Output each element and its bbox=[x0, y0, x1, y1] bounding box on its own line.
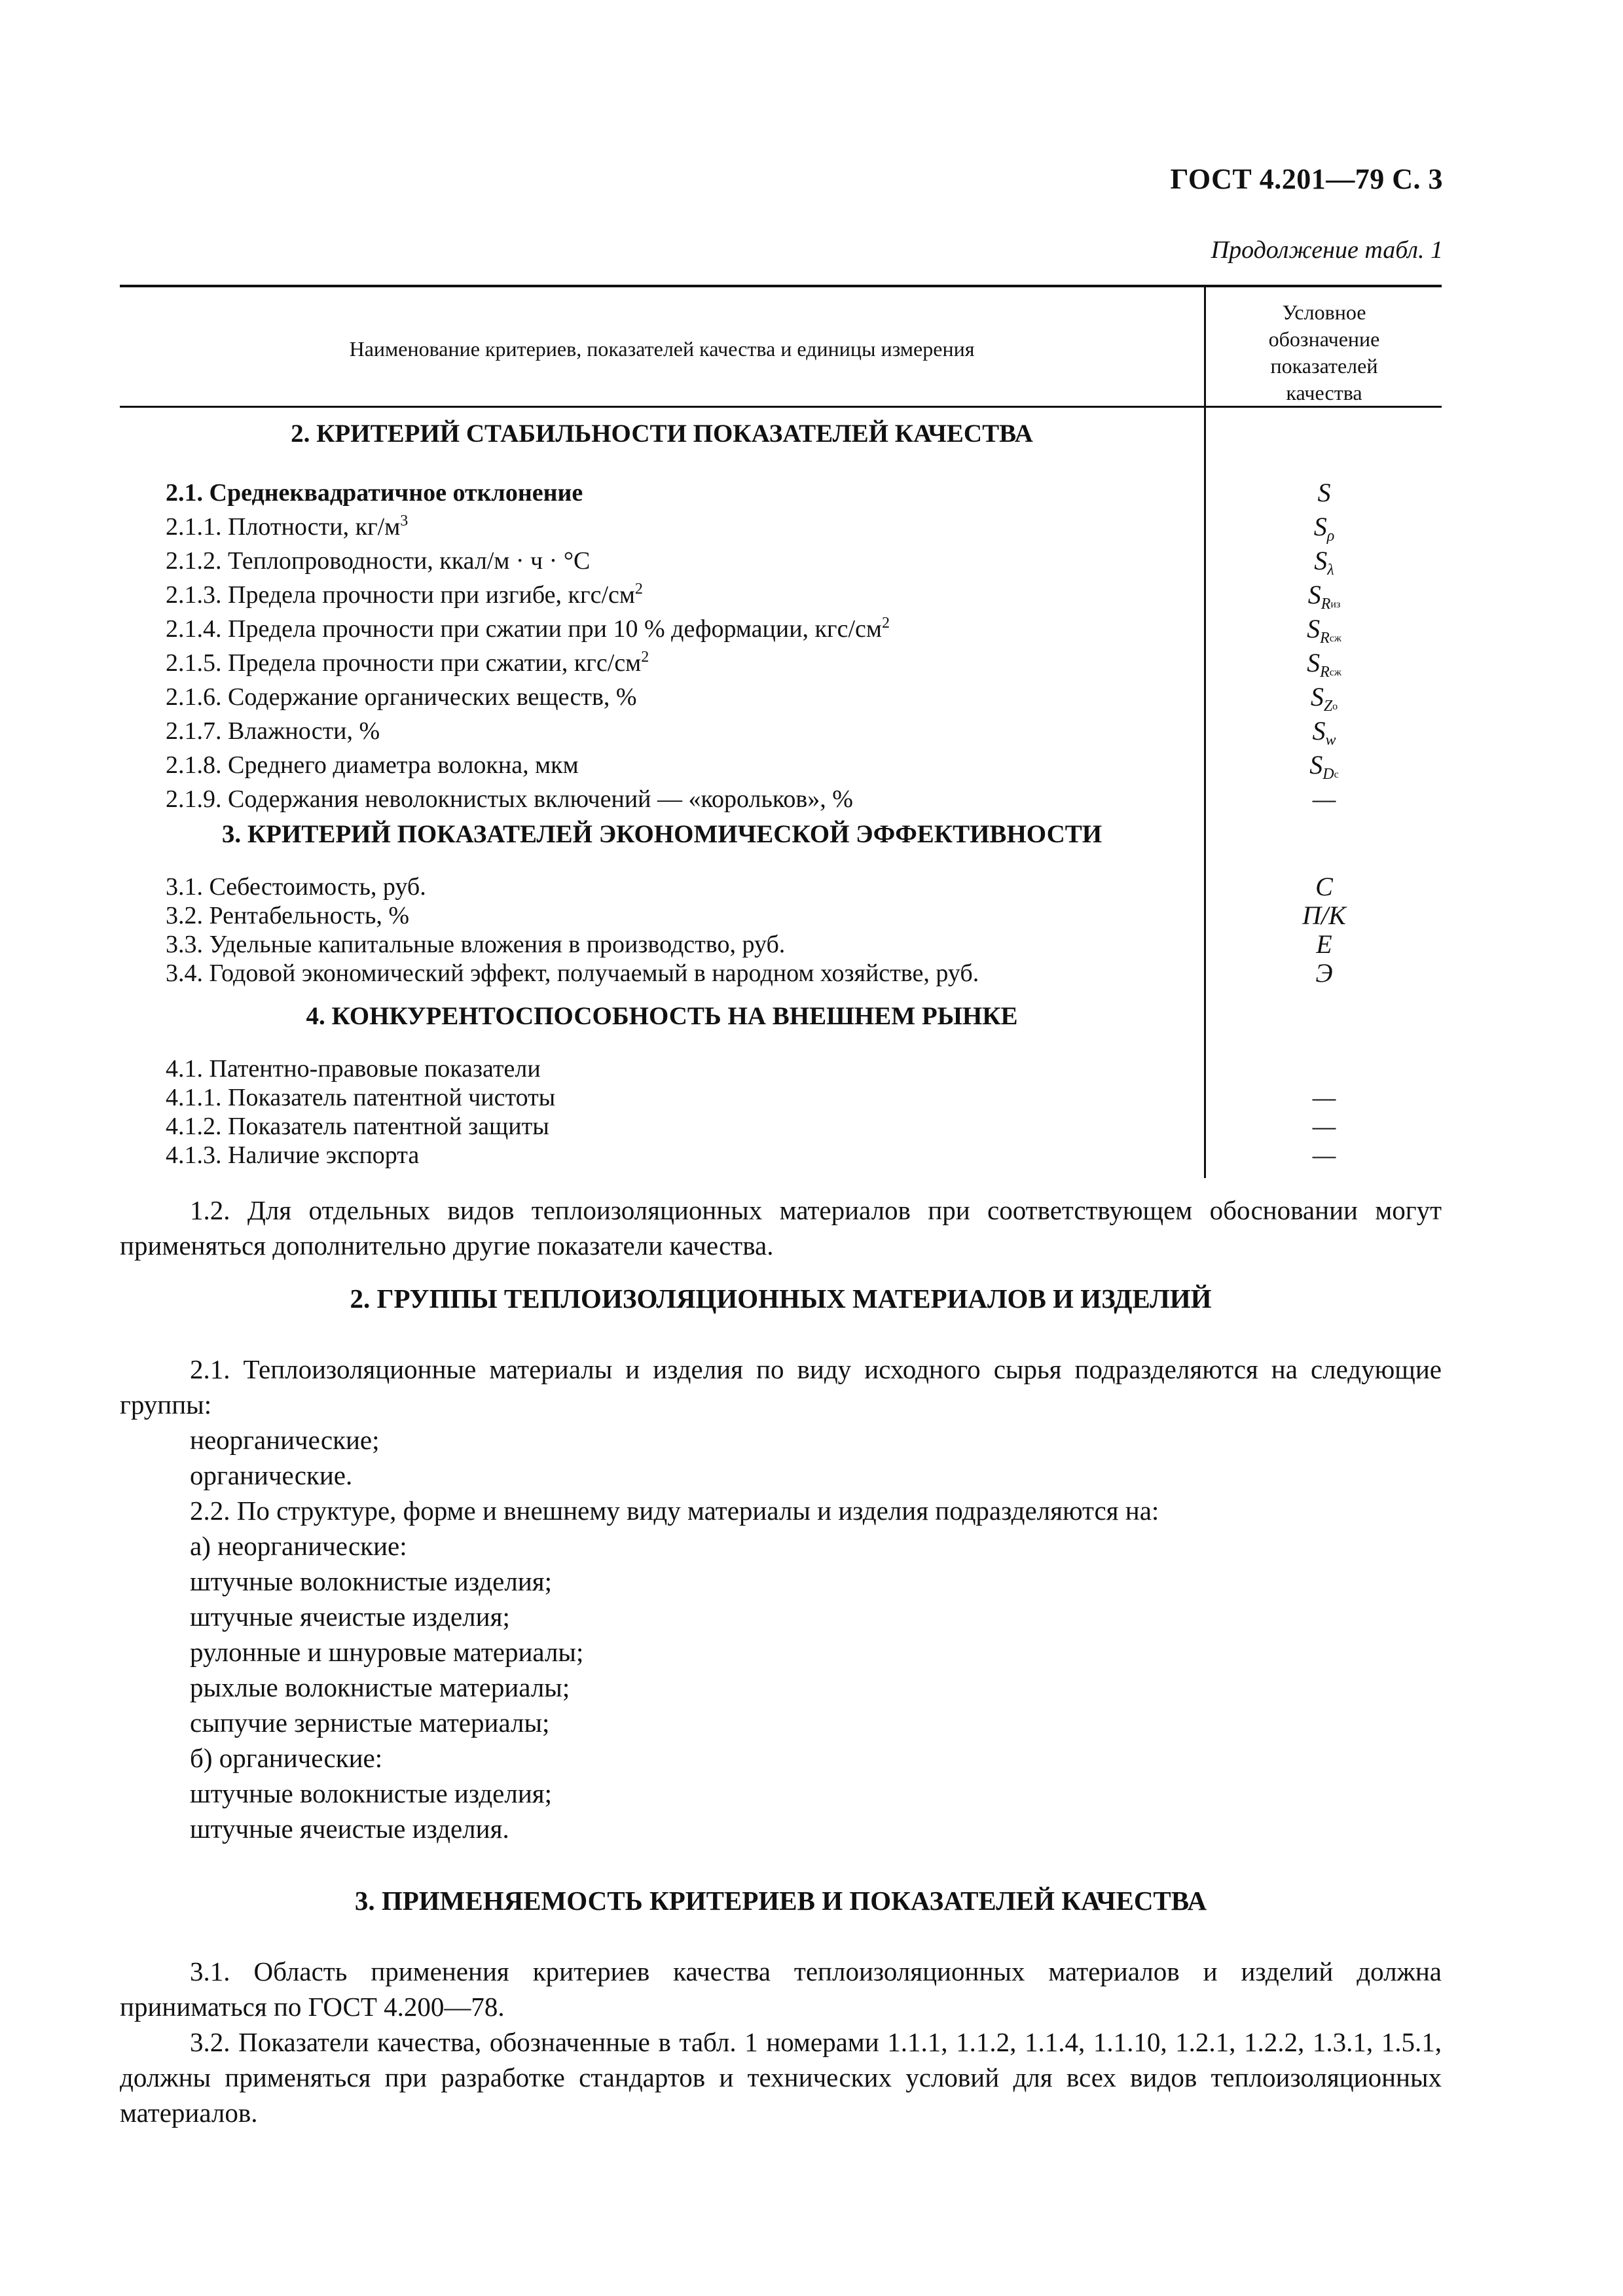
symbol-main: S bbox=[1309, 750, 1323, 780]
table-row-symbol bbox=[1207, 872, 1442, 902]
table-row-symbol bbox=[1207, 901, 1442, 931]
table-row-label bbox=[166, 1111, 1207, 1141]
document-number: ГОСТ 4.201—79 С. 3 bbox=[1170, 163, 1443, 195]
table-row-label bbox=[166, 1140, 1207, 1170]
table-row-label bbox=[166, 929, 1207, 960]
paragraph-text: 3.2. Показатели качества, обозначенные в табл. 1 номерами 1.1.1, 1.1.2, 1.1.4, 1.1.10, 1.2.1, 1.2.2, 1.3.1, 1.5.1, должны применяться при разработке стандартов и технических условий для всех видов теплоизоляционных материалов. bbox=[120, 2027, 1442, 2128]
symbol-subscript: w bbox=[1325, 732, 1336, 749]
row-text: 4.1.2. Показатель патентной защиты bbox=[166, 1113, 549, 1140]
table-row-symbol bbox=[1207, 929, 1442, 960]
table-section-heading: 4. КОНКУРЕНТОСПОСОБНОСТЬ НА ВНЕШНЕМ РЫНКЕ bbox=[306, 1002, 1018, 1030]
section-heading-2: 2. ГРУППЫ ТЕПЛОИЗОЛЯЦИОННЫХ МАТЕРИАЛОВ И ИЗДЕЛИЙ bbox=[350, 1283, 1212, 1314]
unit-exponent: 2 bbox=[641, 649, 649, 666]
row-text: 4.1.1. Показатель патентной чистоты bbox=[166, 1084, 556, 1111]
list-item: органические. bbox=[190, 1460, 353, 1490]
symbol-subscript: ρ bbox=[1326, 528, 1335, 545]
paragraph-text: 2.1. Теплоизоляционные материалы и изделия по виду исходного сырья подразделяются на следующие группы: bbox=[120, 1354, 1442, 1420]
symbol-main: S bbox=[1307, 614, 1321, 643]
row-text: 3.4. Годовой экономический эффект, получаемый в народном хозяйстве, руб. bbox=[166, 960, 979, 987]
table-row-symbol bbox=[1207, 1140, 1442, 1170]
unit-exponent: 2 bbox=[634, 581, 643, 598]
table-row-symbol bbox=[1207, 682, 1442, 715]
paragraph-text: 3.1. Область применения критериев качества теплоизоляционных материалов и изделий должна приниматься по ГОСТ 4.200—78. bbox=[120, 1956, 1442, 2022]
table-row-symbol bbox=[1207, 614, 1442, 647]
column-header-name: Наименование критериев, показателей качества и единицы измерения bbox=[349, 337, 975, 361]
symbol-sub-subscript: сж bbox=[1329, 633, 1341, 644]
row-text: 2.1.6. Содержание органических веществ, % bbox=[166, 683, 637, 711]
symbol-main: — bbox=[1312, 784, 1336, 814]
section-heading-3: 3. ПРИМЕНЯЕМОСТЬ КРИТЕРИЕВ И ПОКАЗАТЕЛЕЙ КАЧЕСТВА bbox=[354, 1886, 1207, 1916]
list-item: штучные ячеистые изделия. bbox=[190, 1814, 509, 1844]
table-row-symbol bbox=[1207, 478, 1442, 508]
table-row-symbol bbox=[1207, 648, 1442, 681]
symbol-sub-subscript: из bbox=[1330, 599, 1341, 610]
table-row-label bbox=[166, 478, 1207, 508]
list-item: штучные ячеистые изделия; bbox=[190, 1602, 510, 1632]
row-text: 3.1. Себестоимость, руб. bbox=[166, 873, 426, 901]
row-text: 2.1.4. Предела прочности при сжатии при 10 % деформации, кгс/см bbox=[166, 615, 882, 643]
symbol-main: S bbox=[1313, 512, 1327, 541]
paragraph-3-1 bbox=[120, 1954, 1442, 2024]
paragraph-text: 1.2. Для отдельных видов теплоизоляционных материалов при соответствующем обосновании могут применяться дополнительно другие показатели качества. bbox=[120, 1195, 1442, 1261]
table-row-label bbox=[166, 580, 1207, 610]
symbol-sub-subscript: о bbox=[1332, 701, 1338, 712]
table-row-label bbox=[166, 784, 1207, 814]
symbol-sub-subscript: сж bbox=[1329, 667, 1341, 678]
symbol-main: S bbox=[1307, 580, 1321, 609]
symbol-main: Э bbox=[1315, 958, 1333, 988]
table-section-heading: 3. КРИТЕРИЙ ПОКАЗАТЕЛЕЙ ЭКОНОМИЧЕСКОЙ ЭФФЕКТИВНОСТИ bbox=[221, 820, 1103, 848]
unit-exponent: 2 bbox=[881, 615, 890, 632]
symbol-main: — bbox=[1312, 1140, 1336, 1170]
column-header-symbol bbox=[1207, 299, 1442, 406]
table-row-symbol bbox=[1207, 580, 1442, 613]
table-row-symbol bbox=[1207, 784, 1442, 814]
row-text: 2.1. Среднеквадратичное отклонение bbox=[166, 479, 583, 507]
paragraph-2-1 bbox=[120, 1352, 1442, 1422]
table-continuation-label: Продолжение табл. 1 bbox=[1211, 236, 1443, 264]
symbol-main: S bbox=[1317, 478, 1331, 507]
table-row-label bbox=[166, 682, 1207, 712]
list-item: штучные волокнистые изделия; bbox=[190, 1778, 553, 1808]
row-text: 2.1.5. Предела прочности при сжатии, кгс/см bbox=[166, 649, 642, 677]
paragraph-2-2: 2.2. По структуре, форме и внешнему виду материалы и изделия подразделяются на: bbox=[190, 1496, 1159, 1526]
table-row-label bbox=[166, 512, 1207, 542]
table-row-label bbox=[166, 716, 1207, 746]
table-section-heading: 2. КРИТЕРИЙ СТАБИЛЬНОСТИ ПОКАЗАТЕЛЕЙ КАЧЕСТВА bbox=[291, 420, 1033, 448]
row-text: 4.1.3. Наличие экспорта bbox=[166, 1141, 420, 1169]
table-row-symbol bbox=[1207, 716, 1442, 749]
symbol-subscript: Z bbox=[1323, 698, 1333, 715]
list-item: сыпучие зернистые материалы; bbox=[190, 1708, 550, 1738]
row-text: 3.2. Рентабельность, % bbox=[166, 902, 410, 929]
list-item: а) неорганические: bbox=[190, 1531, 407, 1561]
symbol-sub-subscript: c bbox=[1334, 769, 1339, 780]
list-item: штучные волокнистые изделия; bbox=[190, 1566, 553, 1596]
table-row-label bbox=[166, 872, 1207, 902]
table-row-label bbox=[166, 614, 1207, 644]
table-row-symbol bbox=[1207, 512, 1442, 545]
row-text: 2.1.9. Содержания неволокнистых включений — «корольков», % bbox=[166, 785, 853, 813]
table-row-symbol bbox=[1207, 958, 1442, 988]
unit-exponent: 3 bbox=[400, 512, 409, 529]
row-text: 4.1. Патентно-правовые показатели bbox=[166, 1055, 541, 1083]
symbol-subscript: D bbox=[1322, 766, 1334, 783]
row-text: 2.1.1. Плотности, кг/м bbox=[166, 513, 401, 541]
table-top-rule bbox=[120, 285, 1442, 287]
symbol-main: Е bbox=[1316, 929, 1332, 959]
list-item: неорганические; bbox=[190, 1425, 380, 1455]
row-text: 2.1.7. Влажности, % bbox=[166, 717, 380, 745]
column-header-symbol-line: обозначение bbox=[1268, 327, 1380, 351]
table-row-label bbox=[166, 958, 1207, 988]
row-text: 2.1.8. Среднего диаметра волокна, мкм bbox=[166, 751, 579, 779]
symbol-main: S bbox=[1307, 648, 1321, 677]
symbol-main: С bbox=[1315, 872, 1333, 901]
table-row-symbol bbox=[1207, 1054, 1442, 1084]
table-row-label bbox=[166, 546, 1207, 576]
symbol-subscript: R bbox=[1321, 596, 1331, 613]
list-item: б) органические: bbox=[190, 1743, 383, 1773]
column-header-symbol-line: качества bbox=[1286, 381, 1362, 404]
symbol-main: S bbox=[1312, 716, 1326, 745]
table-row-label bbox=[166, 1054, 1207, 1084]
row-text: 2.1.2. Теплопроводности, ккал/м · ч · °С bbox=[166, 547, 591, 575]
table-row-label bbox=[166, 1083, 1207, 1113]
symbol-main: — bbox=[1312, 1111, 1336, 1141]
symbol-main: S bbox=[1314, 546, 1328, 575]
table-row-symbol bbox=[1207, 546, 1442, 579]
table-row-symbol bbox=[1207, 1083, 1442, 1113]
table-row-symbol bbox=[1207, 1111, 1442, 1141]
symbol-subscript: λ bbox=[1327, 562, 1334, 579]
table-row-label bbox=[166, 901, 1207, 931]
symbol-main: S bbox=[1310, 682, 1324, 711]
list-item: рыхлые волокнистые материалы; bbox=[190, 1672, 570, 1702]
row-text: 3.3. Удельные капитальные вложения в производство, руб. bbox=[166, 931, 786, 958]
symbol-main: П/K bbox=[1302, 901, 1346, 930]
table-row-label bbox=[166, 750, 1207, 780]
symbol-subscript: R bbox=[1320, 630, 1330, 647]
symbol-main: — bbox=[1312, 1083, 1336, 1112]
paragraph-3-2 bbox=[120, 2024, 1442, 2130]
paragraph-1-2 bbox=[120, 1193, 1442, 1263]
column-header-symbol-line: показателей bbox=[1270, 354, 1378, 378]
table-row-label bbox=[166, 648, 1207, 678]
row-text: 2.1.3. Предела прочности при изгибе, кгс/см bbox=[166, 581, 635, 609]
column-header-symbol-line: Условное bbox=[1282, 300, 1366, 324]
list-item: рулонные и шнуровые материалы; bbox=[190, 1637, 584, 1667]
table-row-symbol bbox=[1207, 750, 1442, 783]
symbol-subscript: R bbox=[1320, 664, 1330, 681]
